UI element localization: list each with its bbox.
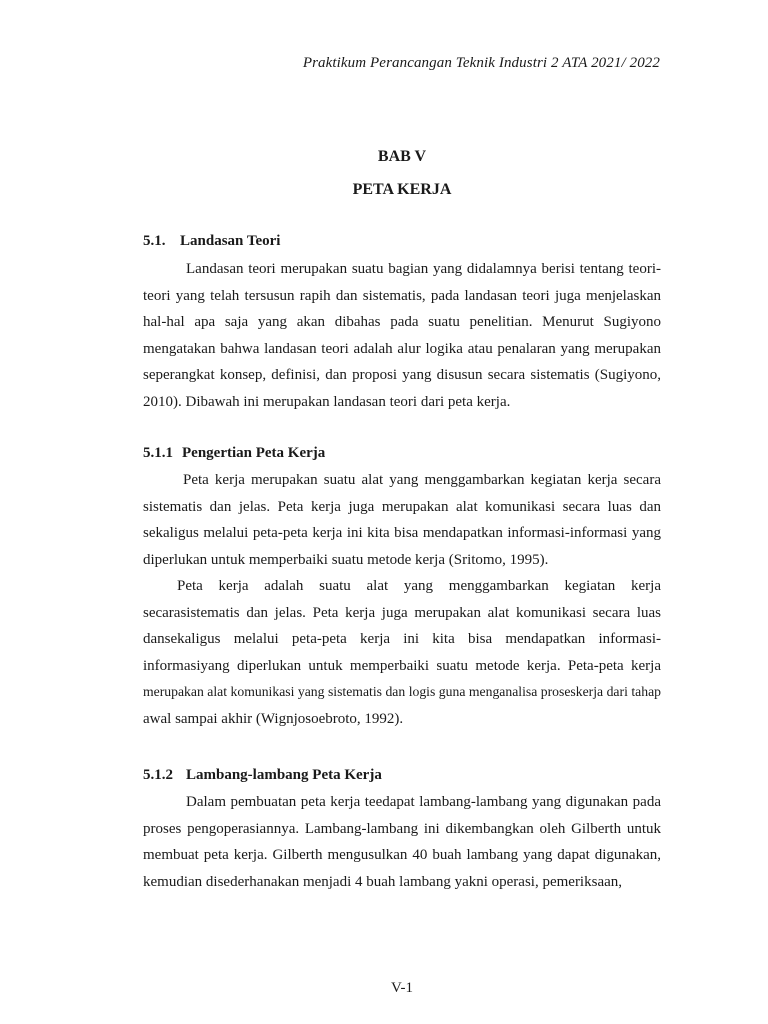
section-number: 5.1.2: [143, 767, 173, 783]
chapter-title: PETA KERJA: [352, 181, 452, 198]
paragraph: [143, 573, 661, 732]
section-number: 5.1.1: [143, 445, 173, 461]
section-lambang-peta-kerja: [143, 764, 661, 895]
section-landasan-teori: [143, 230, 661, 415]
section-number: 5.1.: [143, 233, 166, 249]
section-title: Pengertian Peta Kerja: [182, 445, 326, 461]
section-title: Lambang-lambang Peta Kerja: [186, 767, 382, 783]
paragraph: Peta kerja merupakan suatu alat yang menggambarkan kegiatan kerja secara sistematis dan jelas. Peta kerja juga merupakan alat komunikasi secara luas dan sekaligus melalui peta-peta kerja ini kita bisa mendapatkan informasi-informasi yang diperlukan untuk memperbaiki suatu metode kerja (Sritomo, 1995).: [143, 472, 661, 568]
paragraph-text-end: awal sampai akhir (Wignjosoebroto, 1992).: [143, 710, 404, 727]
running-header: Praktikum Perancangan Teknik Industri 2 ATA 2021/ 2022: [302, 55, 660, 71]
paragraph: Dalam pembuatan peta kerja teedapat lambang-lambang yang digunakan pada proses pengoperasiannya. Lambang-lambang ini dikembangkan oleh Gilberth untuk membuat peta kerja. Gilberth mengusulkan 40 buah lambang yang dapat digunakan, kemudian disederhanakan menjadi 4 buah lambang yakni operasi, pemeriksaan,: [143, 794, 661, 890]
chapter-number: BAB V: [377, 148, 427, 165]
section-pengertian-peta-kerja: [143, 442, 661, 732]
section-heading: [143, 442, 661, 464]
section-heading: [143, 230, 661, 252]
page-number: V-1: [391, 980, 413, 996]
paragraph-text-condensed: merupakan alat komunikasi yang sistematis dan logis guna menganalisa proseskerja dari tahap: [143, 684, 661, 699]
section-title: Landasan Teori: [180, 233, 281, 249]
paragraph-text: Peta kerja adalah suatu alat yang menggambarkan kegiatan kerja secarasistematis dan jelas. Peta kerja juga merupakan alat komunikasi secara luas dansekaligus melalui peta-peta kerja ini kita bisa mendapatkan informasi-informasiyang diperlukan untuk memperbaiki suatu metode kerja. Peta-peta kerja: [143, 578, 661, 674]
paragraph: Landasan teori merupakan suatu bagian yang didalamnya berisi tentang teori-teori yang telah tersusun rapih dan sistematis, pada landasan teori juga menjelaskan hal-hal apa saja yang akan dibahas pada suatu penelitian. Menurut Sugiyono mengatakan bahwa landasan teori adalah alur logika atau penalaran yang merupakan seperangkat konsep, definisi, dan proposi yang disusun secara sistematis (Sugiyono, 2010). Dibawah ini merupakan landasan teori dari peta kerja.: [143, 261, 661, 410]
section-heading: [143, 764, 661, 786]
